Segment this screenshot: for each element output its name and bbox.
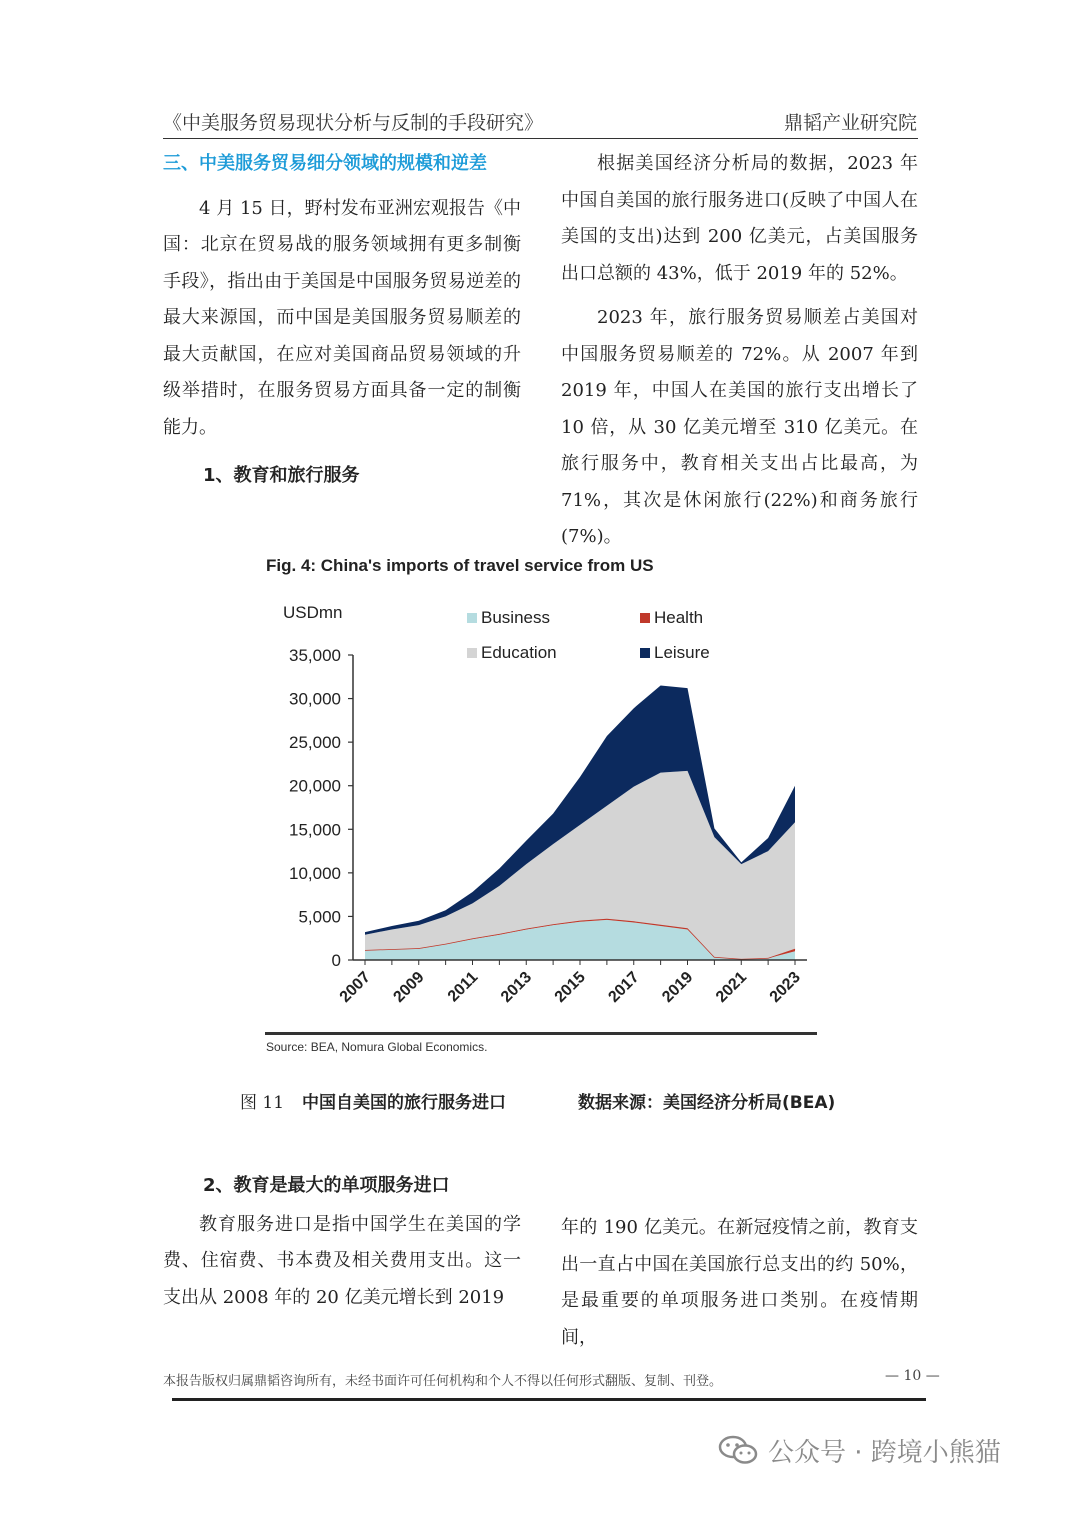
y-tick-label: 25,000 — [289, 733, 341, 753]
footer-divider — [172, 1398, 926, 1401]
organization-name: 鼎韬产业研究院 — [783, 112, 917, 134]
header-divider — [163, 138, 918, 139]
x-tick-label: 2019 — [659, 968, 697, 1006]
intro-paragraph: 4 月 15 日，野村发布亚洲宏观报告《中国：北京在贸易战的服务领域拥有更多制衡手段》，指出由于美国是中国服务贸易逆差的最大来源国，而中国是美国服务贸易顺差的最大贡献国，在应对美国商品贸易领域的升级举措时，在服务贸易方面具备一定的制衡能力。 — [163, 197, 521, 438]
figure-caption — [240, 1088, 506, 1113]
x-tick-label: 2023 — [766, 968, 804, 1006]
chart-svg — [255, 590, 835, 1030]
subsection-title-2: 2、教育是最大的单项服务进口 — [203, 1175, 450, 1196]
legend-swatch-education — [467, 648, 477, 658]
y-tick-label: 5,000 — [298, 907, 341, 927]
legend-swatch-health — [640, 613, 650, 623]
figure-data-source: 数据来源：美国经济分析局(BEA) — [578, 1093, 836, 1113]
legend-label-leisure: Leisure — [654, 643, 710, 662]
x-tick-label: 2021 — [712, 968, 751, 1006]
page-number: — 10 — — [885, 1368, 940, 1384]
figure-divider — [265, 1032, 817, 1035]
legend-swatch-leisure — [640, 648, 650, 658]
legend-label-health: Health — [654, 608, 704, 627]
bea-data-paragraph: 根据美国经济分析局的数据，2023 年中国自美国的旅行服务进口(反映了中国人在美国的支出)达到 200 亿美元，占美国服务出口总额的 43%，低于 2019 年的 52%。 — [561, 153, 918, 284]
y-axis-label: USDmn — [283, 603, 343, 622]
y-tick-label: 20,000 — [289, 776, 341, 796]
figure-number: 图 11 — [240, 1093, 285, 1113]
education-paragraph-right: 年的 190 亿美元。在新冠疫情之前，教育支出一直占中国在美国旅行总支出的约 50%，是最重要的单项服务进口类别。在疫情期间， — [561, 1217, 918, 1348]
x-tick-label: 2011 — [444, 968, 482, 1006]
x-tick-label: 2015 — [551, 968, 589, 1006]
x-tick-label: 2013 — [497, 968, 536, 1006]
copyright-notice: 本报告版权归属鼎韬咨询所有，未经书面许可任何机构和个人不得以任何形式翻版、复制、刊登。 — [163, 1374, 723, 1389]
education-paragraph-left: 教育服务进口是指中国学生在美国的学费、住宿费、书本费及相关费用支出。这一支出从 2008 年的 20 亿美元增长到 2019 — [163, 1213, 521, 1308]
legend-label-education: Education — [481, 643, 557, 662]
y-tick-label: 35,000 — [289, 646, 341, 665]
x-tick-label: 2009 — [390, 968, 428, 1006]
right-column — [561, 146, 918, 556]
subsection-title: 1、教育和旅行服务 — [203, 465, 360, 486]
wechat-icon — [718, 1435, 758, 1465]
y-tick-label: 15,000 — [289, 820, 341, 840]
y-tick-label: 10,000 — [289, 863, 341, 883]
right-column-2 — [561, 1210, 918, 1356]
left-column — [163, 146, 521, 495]
section-title: 三、中美服务贸易细分领域的规模和逆差 — [163, 153, 487, 174]
watermark — [718, 1430, 1001, 1470]
figure-caption-text: 中国自美国的旅行服务进口 — [302, 1093, 507, 1113]
travel-imports-chart — [255, 590, 835, 1030]
document-title: 《中美服务贸易现状分析与反制的手段研究》 — [163, 112, 544, 134]
y-tick-label: 0 — [331, 951, 341, 970]
legend-label-business: Business — [481, 608, 550, 627]
left-column-2 — [163, 1168, 521, 1316]
x-tick-label: 2017 — [605, 968, 643, 1006]
y-tick-label: 30,000 — [289, 689, 341, 709]
x-tick-label: 2007 — [336, 968, 374, 1006]
legend-swatch-business — [467, 613, 477, 623]
figure-title: Fig. 4: China's imports of travel service from US — [266, 556, 654, 575]
watermark-text: 公众号 · 跨境小熊猫 — [768, 1437, 1001, 1468]
travel-surplus-paragraph: 2023 年，旅行服务贸易顺差占美国对中国服务贸易顺差的 72%。从 2007 年到 2019 年，中国人在美国的旅行支出增长了 10 倍，从 30 亿美元增至 310 亿美元。在旅行服务中，教育相关支出占比最高，为 71%，其次是休闲旅行(22%)和商务旅行(7%)。 — [561, 307, 918, 547]
figure-source: Source: BEA, Nomura Global Economics. — [266, 1040, 488, 1054]
